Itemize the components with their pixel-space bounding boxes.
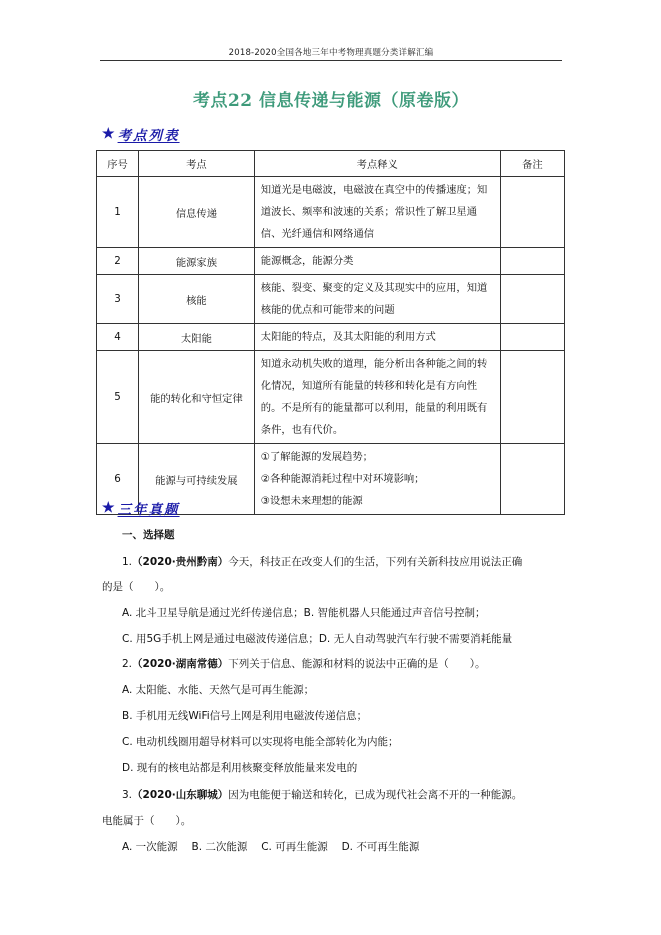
star-icon: ★: [102, 500, 117, 516]
question-3-options: A. 一次能源 B. 二次能源 C. 可再生能源 D. 不可再生能源: [122, 841, 420, 853]
row-note: [500, 177, 564, 248]
row-num: 5: [97, 351, 139, 444]
row-note: [500, 324, 564, 351]
table-row: [97, 351, 565, 444]
header-cell-note: 备注: [500, 151, 564, 177]
row-num: 6: [97, 444, 139, 515]
kaodian-table: [96, 150, 565, 515]
row-num: 1: [97, 177, 139, 248]
row-topic: 能源家族: [139, 248, 255, 275]
star-icon: ★: [102, 126, 117, 142]
row-topic: 能的转化和守恒定律: [139, 351, 255, 444]
section-heading-zhenti: [102, 498, 180, 518]
row-desc-list: [254, 444, 500, 515]
question-number: 1.: [122, 556, 133, 568]
question-1-options-ab: A. 北斗卫星导航是通过光纤传递信息；B. 智能机器人只能通过声音信号控制；: [122, 607, 486, 619]
desc-line: ③设想未来理想的能源: [260, 495, 363, 507]
table-header-row: [97, 151, 565, 177]
question-1-stem-cont: 的是（ ）。: [102, 581, 171, 593]
question-source: （2020·贵州黔南）: [132, 556, 229, 568]
question-2-option-c: C. 电动机线圈用超导材料可以实现将电能全部转化为内能；: [122, 736, 399, 748]
row-topic: 信息传递: [139, 177, 255, 248]
question-number: 3.: [122, 789, 133, 801]
row-note: [500, 351, 564, 444]
table-row: [97, 248, 565, 275]
row-topic: 太阳能: [139, 324, 255, 351]
question-1-options-cd: C. 用5G手机上网是通过电磁波传递信息；D. 无人自动驾驶汽车行驶不需要消耗能量: [122, 633, 513, 645]
table-row: [97, 324, 565, 351]
question-source: （2020·湖南常德）: [132, 658, 229, 670]
row-num: 3: [97, 275, 139, 324]
section-heading-kaodian: [102, 124, 180, 144]
section-heading-label: 考点列表: [117, 128, 180, 144]
row-desc: 知道光是电磁波，电磁波在真空中的传播速度；知道波长、频率和波速的关系；常识性了解卫星通信、光纤通信和网络通信: [254, 177, 500, 248]
row-note: [500, 248, 564, 275]
section-heading-label: 三年真题: [117, 502, 180, 518]
question-text: 因为电能便于输送和转化，已成为现代社会离不开的一种能源。: [228, 789, 523, 801]
header-cell-desc: 考点释义: [254, 151, 500, 177]
row-topic: 能源与可持续发展: [139, 444, 255, 515]
question-2-option-b: B. 手机用无线WiFi信号上网是利用电磁波传递信息；: [122, 710, 368, 722]
desc-line: ①了解能源的发展趋势；: [260, 451, 373, 463]
question-2-option-a: A. 太阳能、水能、天然气是可再生能源；: [122, 684, 315, 696]
row-desc: 能源概念，能源分类: [254, 248, 500, 275]
question-1-stem: [122, 554, 522, 570]
row-note: [500, 275, 564, 324]
table-row: [97, 275, 565, 324]
header-cell-topic: 考点: [139, 151, 255, 177]
row-num: 2: [97, 248, 139, 275]
question-2-option-d: D. 现有的核电站都是利用核聚变释放能量来发电的: [122, 762, 358, 774]
question-3-stem-cont: 电能属于（ ）。: [102, 815, 192, 827]
header-cell-num: 序号: [97, 151, 139, 177]
table-row: [97, 177, 565, 248]
question-3-stem: [122, 787, 522, 803]
row-desc: 核能、裂变、聚变的定义及其现实中的应用，知道核能的优点和可能带来的问题: [254, 275, 500, 324]
question-text: 下列关于信息、能源和材料的说法中正确的是（ ）。: [228, 658, 486, 670]
header-rule: [100, 60, 562, 61]
page-header: 2018-2020全国各地三年中考物理真题分类详解汇编: [228, 48, 434, 58]
row-num: 4: [97, 324, 139, 351]
row-desc: 知道永动机失败的道理，能分析出各种能之间的转化情况，知道所有能量的转移和转化是有方向性的。不是所有的能量都可以利用，能量的利用既有条件，也有代价。: [254, 351, 500, 444]
row-desc: 太阳能的特点，及其太阳能的利用方式: [254, 324, 500, 351]
row-topic: 核能: [139, 275, 255, 324]
question-text: 今天，科技正在改变人们的生活，下列有关新科技应用说法正确: [228, 556, 523, 568]
question-2-stem: [122, 656, 486, 672]
part-heading: 一、选择题: [122, 529, 175, 541]
row-note: [500, 444, 564, 515]
question-number: 2.: [122, 658, 133, 670]
document-title: 考点22 信息传递与能源（原卷版）: [192, 91, 470, 111]
question-source: （2020·山东聊城）: [132, 789, 229, 801]
desc-line: ②各种能源消耗过程中对环境影响；: [260, 473, 425, 485]
